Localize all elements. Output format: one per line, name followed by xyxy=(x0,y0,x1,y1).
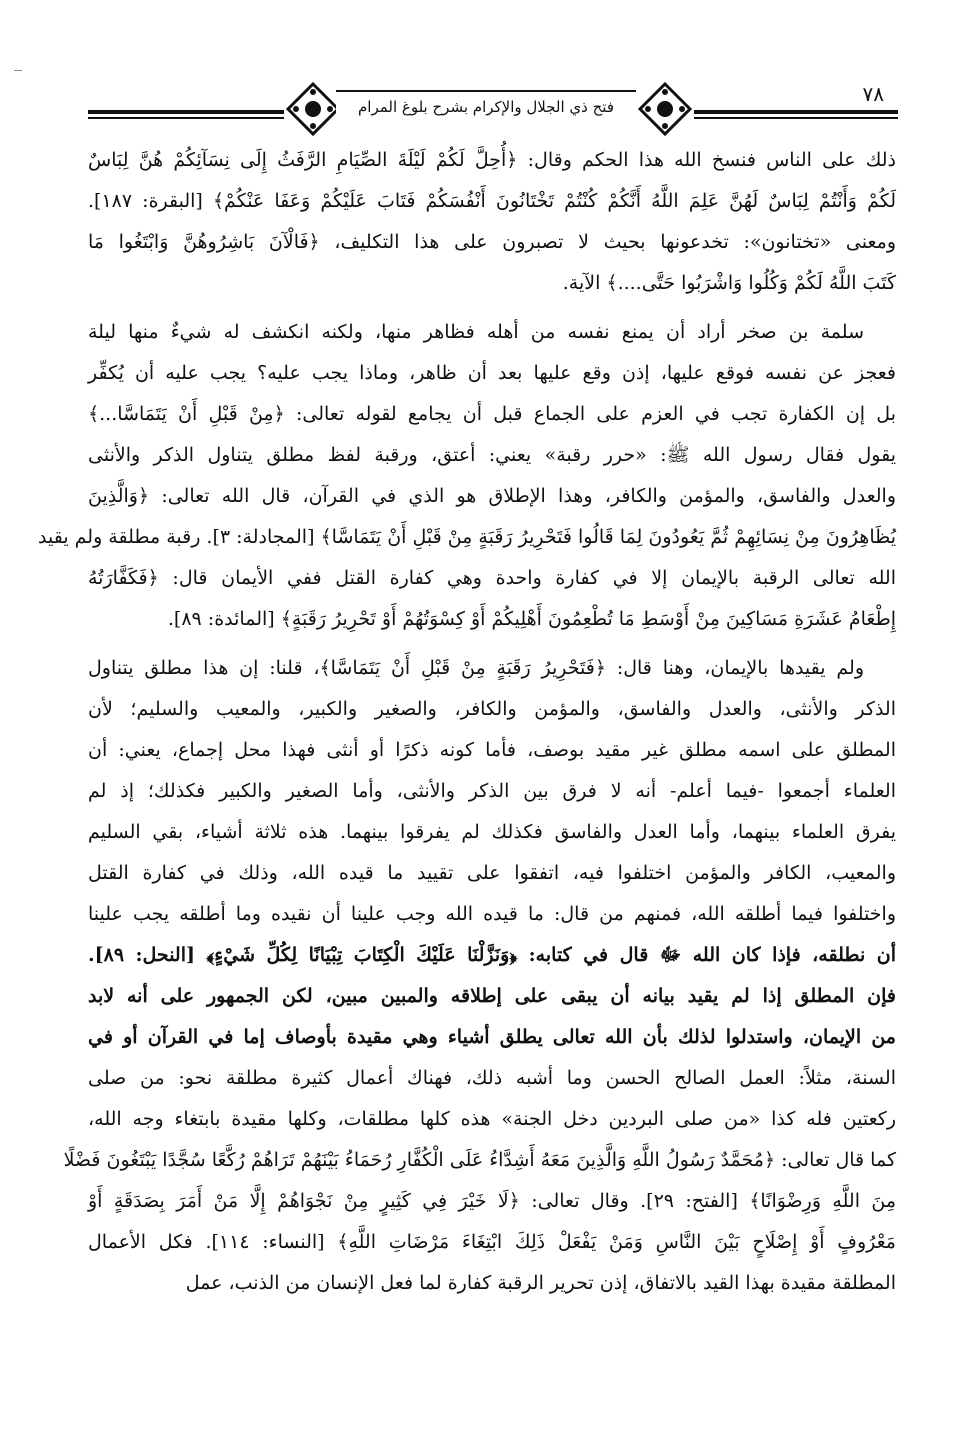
ornament-icon xyxy=(636,82,694,136)
text-line: فعجز عن نفسه فوقع عليها، إذن وقع عليها بعد أن ظاهر، وماذا يجب عليه؟ يجب عليه أن يُكفِّر xyxy=(88,362,896,384)
text-line: ركعتين فله كذا «من صلى البردين دخل الجنة» هذه كلها مطلقات، وكلها مقيدة بابتغاء وجه الله، xyxy=(88,1108,896,1130)
text-line: الله تعالى الرقبة بالإيمان إلا في كفارة واحدة وهي كفارة القتل ففي الأيمان قال: ﴿فَكَفَّارَتُهُ xyxy=(88,567,896,589)
text-line: مِنَ اللَّهِ وَرِضْوَانًا﴾ [الفتح: ٢٩]. وقال تعالى: ﴿لَا خَيْرَ فِي كَثِيرٍ مِنْ نَجْوَاهُمْ إِلَّا مَنْ أَمَرَ بِصَدَقَةٍ أَوْ xyxy=(88,1190,896,1212)
text-line: كَتَبَ اللَّهُ لَكُمْ وَكُلُوا وَاشْرَبُوا حَتَّى....﴾ الآية. xyxy=(562,272,896,294)
text-line: من الإيمان، واستدلوا لذلك بأن الله تعالى يطلق أشياء وهي مقيدة بأوصاف إما في القرآن أو في xyxy=(88,1026,896,1048)
text-line: واختلفوا فيما أطلقه الله، فمنهم من قال: ما قيده الله وجب علينا أن نقيده وما أطلقه يجب علينا xyxy=(88,903,896,925)
text-line: لَكُمْ وَأَنْتُمْ لِبَاسٌ لَهُنَّ عَلِمَ اللَّهُ أَنَّكُمْ كُنْتُمْ تَخْتَانُونَ أَنْفُسَكُمْ فَتَابَ عَلَيْكُمْ وَعَفَا عَنْكُمْ﴾ [البقرة: ١٨٧]. xyxy=(88,190,896,212)
paragraph-gap xyxy=(88,304,896,312)
text-line: والمعيب، الكافر والمؤمن اختلفوا فيه، اتفقوا على تقييد ما قيده الله، وذلك في كفارة القتل xyxy=(88,862,896,884)
ornament-icon xyxy=(284,82,342,136)
text-line: كما قال تعالى: ﴿مُحَمَّدٌ رَسُولُ اللَّهِ وَالَّذِينَ مَعَهُ أَشِدَّاءُ عَلَى الْكُفَّارِ رُحَمَاءُ بَيْنَهُمْ تَرَاهُمْ رُكَّعًا سُجَّدًا يَبْتَغُونَ فَضْلًا xyxy=(63,1149,896,1171)
text-line: الذكر والأنثى، والعدل والفاسق، والمؤمن والكافر، والصغير والكبير، والمعيب والسليم؛ لأن xyxy=(88,698,896,720)
text-line: أن نطلقه، فإذا كان الله ﷻ قال في كتابه: ﴿وَنَزَّلْنَا عَلَيْكَ الْكِتَابَ تِبْيَانًا لِكُلِّ شَيْءٍ﴾ [النحل: ٨٩]. xyxy=(88,944,896,966)
text-line: فإن المطلق إذا لم يقيد بيانه أن يبقى على إطلاقه والمبين مبين، لكن الجمهور على أنه لابد xyxy=(88,985,896,1007)
paragraph-gap xyxy=(88,640,896,648)
text-line: مَعْرُوفٍ أَوْ إِصْلَاحٍ بَيْنَ النَّاسِ وَمَنْ يَفْعَلْ ذَلِكَ ابْتِغَاءَ مَرْضَاتِ اللَّهِ﴾ [النساء: ١١٤]. فكل الأعمال xyxy=(88,1231,896,1253)
text-line: المطلق على اسمه مطلق غير مقيد بوصف، فأما كونه ذكرًا أو أنثى فهذا محل إجماع، يعني: أن xyxy=(88,739,896,761)
text-line: يُظَاهِرُونَ مِنْ نِسَائِهِمْ ثُمَّ يَعُودُونَ لِمَا قَالُوا فَتَحْرِيرُ رَقَبَةٍ مِنْ قَبْلِ أَنْ يَتَمَاسَّا﴾ [المجادلة: ٣]. رقبة مطلقة ولم يقيد xyxy=(38,526,896,548)
text-line: ولم يقيدها بالإيمان، وهنا قال: ﴿فَتَحْرِيرُ رَقَبَةٍ مِنْ قَبْلِ أَنْ يَتَمَاسَّا﴾، قلنا: إن هذا مطلق يتناول xyxy=(88,657,864,679)
text-line: والعدل والفاسق، والمؤمن والكافر، وهذا الإطلاق هو الذي في القرآن، قال الله تعالى: ﴿وَالَّذِينَ xyxy=(88,485,896,507)
text-line: ذلك على الناس فنسخ الله هذا الحكم وقال: ﴿أُحِلَّ لَكُمْ لَيْلَةَ الصِّيَامِ الرَّفَثُ إِلَى نِسَآئِكُمْ هُنَّ لِبَاسٌ xyxy=(88,149,896,171)
text-line: يفرق العلماء بينهما، وأما العدل والفاسق فكذلك لم يفرقوا بينهما. هذه ثلاثة أشياء، بقي السليم xyxy=(88,821,896,843)
text-line: المطلقة مقيدة بهذا القيد بالاتفاق، إذن تحرير الرقبة كفارة لما فعل الإنسان من الذنب، عمل xyxy=(185,1272,896,1294)
text-line: السنة، مثلاً: العمل الصالح الحسن وما أشبه ذلك، فهناك أعمال كثيرة مطلقة نحو: من صلى xyxy=(88,1067,896,1089)
text-line: ومعنى «تختانون»: تخدعونها بحيث لا تصبرون على هذا التكليف، ﴿فَالْآنَ بَاشِرُوهُنَّ وَابْتَغُوا مَا xyxy=(88,231,896,253)
text-line: يقول فقال رسول الله ﷺ: «حرر رقبة» يعني: أعتق، ورقبة لفظ مطلق يتناول الذكر والأنثى xyxy=(88,444,896,466)
page-number: ٧٨ xyxy=(862,82,884,106)
text-line: إِطْعَامُ عَشَرَةِ مَسَاكِينَ مِنْ أَوْسَطِ مَا تُطْعِمُونَ أَهْلِيكُمْ أَوْ كِسْوَتُهُمْ أَوْ تَحْرِيرُ رَقَبَةٍ﴾ [المائدة: ٨٩]. xyxy=(167,608,896,630)
page-body xyxy=(38,140,896,1304)
text-line: العلماء أجمعوا -فيما أعلم- أنه لا فرق بين الذكر والأنثى، وأما الصغير والكبير فكذلك؛ إذ لم xyxy=(88,780,896,802)
scan-mark xyxy=(14,70,22,71)
page-header xyxy=(88,82,898,142)
text-line: بل إن الكفارة تجب في العزم على الجماع قبل أن يجامع لقوله تعالى: ﴿مِنْ قَبْلِ أَنْ يَتَمَاسَّا...﴾ xyxy=(88,403,896,425)
text-line: سلمة بن صخر أراد أن يمنع نفسه من أهله فظاهر منها، ولكنه انكشف له شيءٌ منها ليلة xyxy=(88,321,864,343)
book-title: فتح ذي الجلال والإكرام بشرح بلوغ المرام xyxy=(336,90,636,126)
